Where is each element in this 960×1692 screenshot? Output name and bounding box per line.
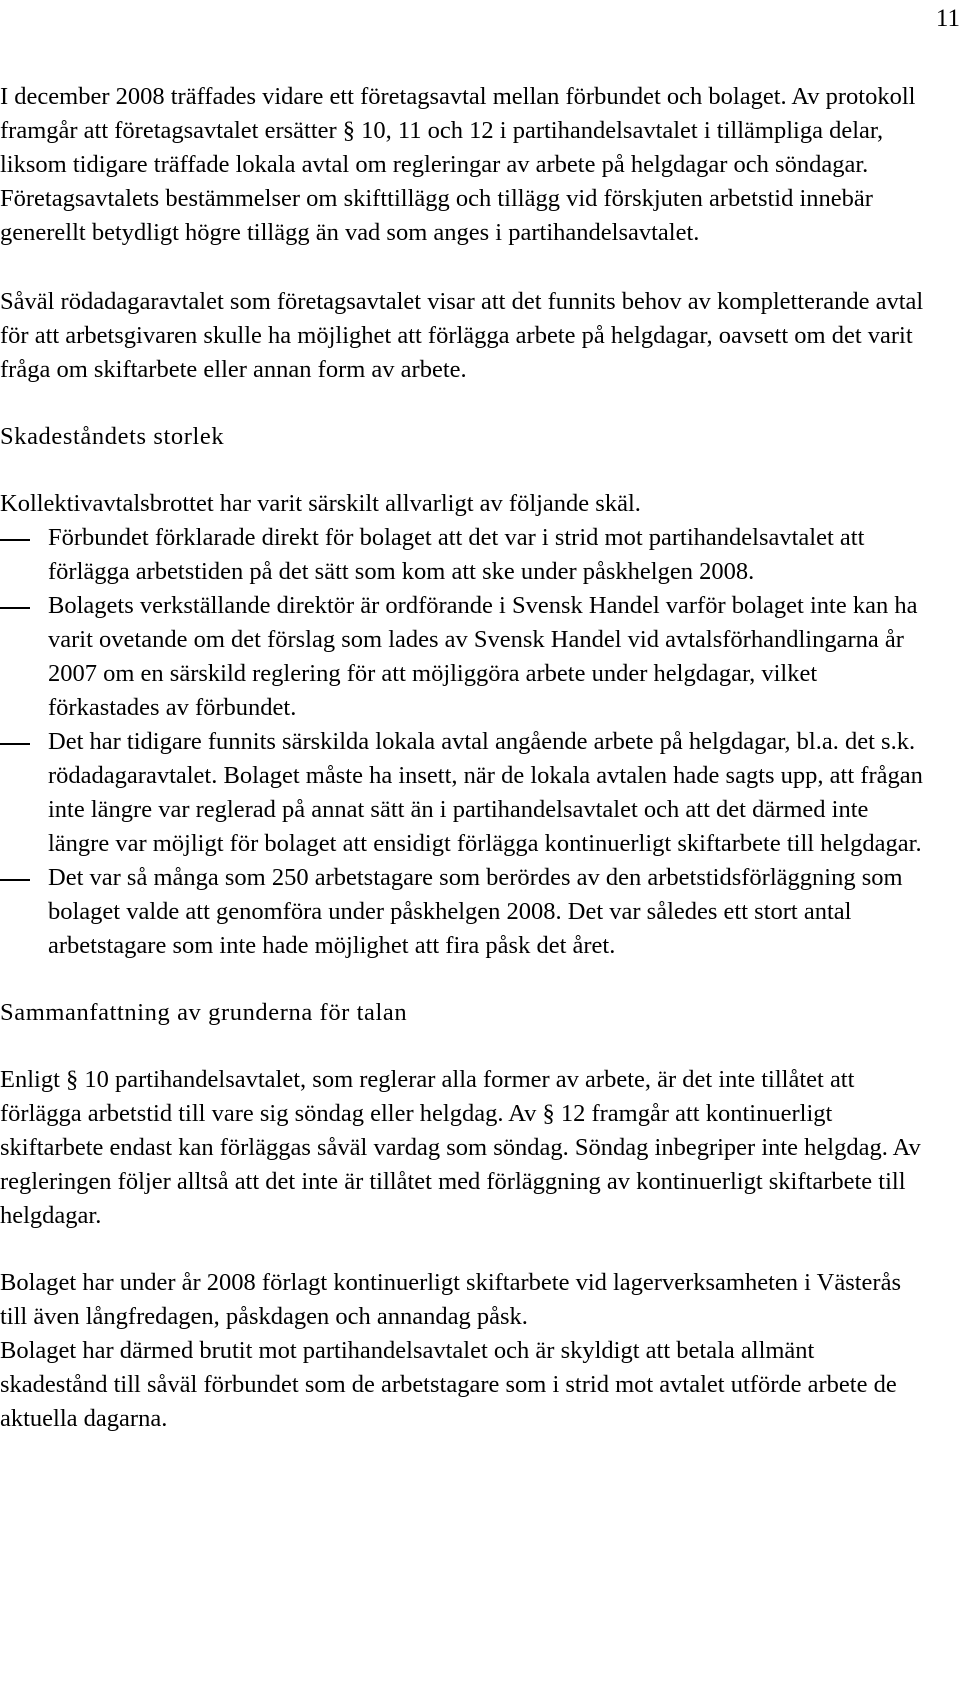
paragraph-company-agreement: I december 2008 träffades vidare ett företagsavtal mellan förbundet och bolaget. Av protokoll framgår att företagsavtalet ersätter § 10, 11 och 12 i partihandelsavtalet i tillämpliga delar, liksom tidigare träffade lokala avtal om regleringar av arbete på helgdagar och söndagar. Företagsavtalets bestämmelser om skifttillägg och tillägg vid förskjuten arbetstid innebär generellt betydligt högre tillägg än vad som anges i partihandelsavtalet. bbox=[0, 83, 916, 246]
list-item-text: Bolagets verkställande direktör är ordförande i Svensk Handel varför bolaget inte kan ha varit ovetande om det förslag som lades av Svensk Handel vid avtalsförhandlingarna år 2007 om en särskild reglering för att möjliggöra arbete under helgdagar, vilket förkastades av förbundet. bbox=[48, 592, 918, 721]
section-heading-summary: Sammanfattning av grunderna för talan bbox=[0, 999, 408, 1026]
list-item bbox=[0, 521, 925, 589]
list-item bbox=[0, 861, 925, 963]
paragraph-breach-reasons: Kollektivavtalsbrottet har varit särskilt allvarligt av följande skäl. bbox=[0, 490, 641, 517]
list-item-text: Förbundet förklarade direkt för bolaget att det var i strid mot partihandelsavtalet att förlägga arbetstiden på det sätt som kom att ske under påskhelgen 2008. bbox=[48, 524, 865, 585]
reasons-list bbox=[0, 521, 925, 963]
list-item-text: Det har tidigare funnits särskilda lokala avtal angående arbete på helgdagar, bl.a. det s.k. rödadagaravtalet. Bolaget måste ha insett, när de lokala avtalen hade sagts upp, att frågan inte längre var reglerad på annat sätt än i partihandelsavtalet och att det därmed inte längre var möjligt för bolaget att ensidigt förlägga kontinuerligt skiftarbete till helgdagar. bbox=[48, 728, 923, 857]
list-item bbox=[0, 725, 925, 861]
paragraph-company-action: Bolaget har under år 2008 förlagt kontinuerligt skiftarbete vid lagerverksamheten i Västerås till även långfredagen, påskdagen och annandag påsk. bbox=[0, 1269, 901, 1330]
list-item bbox=[0, 589, 925, 725]
paragraph-supplementary-agreements: Såväl rödadagaravtalet som företagsavtalet visar att det funnits behov av kompletterande avtal för att arbetsgivaren skulle ha möjlighet att förlägga arbete på helgdagar, oavsett om det varit fråga om skiftarbete eller annan form av arbete. bbox=[0, 288, 924, 383]
paragraph-agreement-rules: Enligt § 10 partihandelsavtalet, som reglerar alla former av arbete, är det inte tillåtet att förlägga arbetstid till vare sig söndag eller helgdag. Av § 12 framgår att kontinuerligt skiftarbete endast kan förläggas såväl vardag som söndag. Söndag inbegriper inte helgdag. Av regleringen följer alltså att det inte är tillåtet med förläggning av kontinuerligt skiftarbete till helgdagar. bbox=[0, 1066, 921, 1229]
page-number: 11 bbox=[935, 5, 960, 32]
paragraph-conclusion: Bolaget har därmed brutit mot partihandelsavtalet och är skyldigt att betala allmänt skadestånd till såväl förbundet som de arbetstagare som i strid mot avtalet utförde arbete de aktuella dagarna. bbox=[0, 1337, 897, 1432]
document-body bbox=[0, 80, 925, 1436]
list-item-text: Det var så många som 250 arbetstagare som berördes av den arbetstidsförläggning som bolaget valde att genomföra under påskhelgen 2008. Det var således ett stort antal arbetstagare som inte hade möjlighet att fira påsk det året. bbox=[48, 864, 903, 959]
section-heading-damages: Skadeståndets storlek bbox=[0, 423, 225, 450]
